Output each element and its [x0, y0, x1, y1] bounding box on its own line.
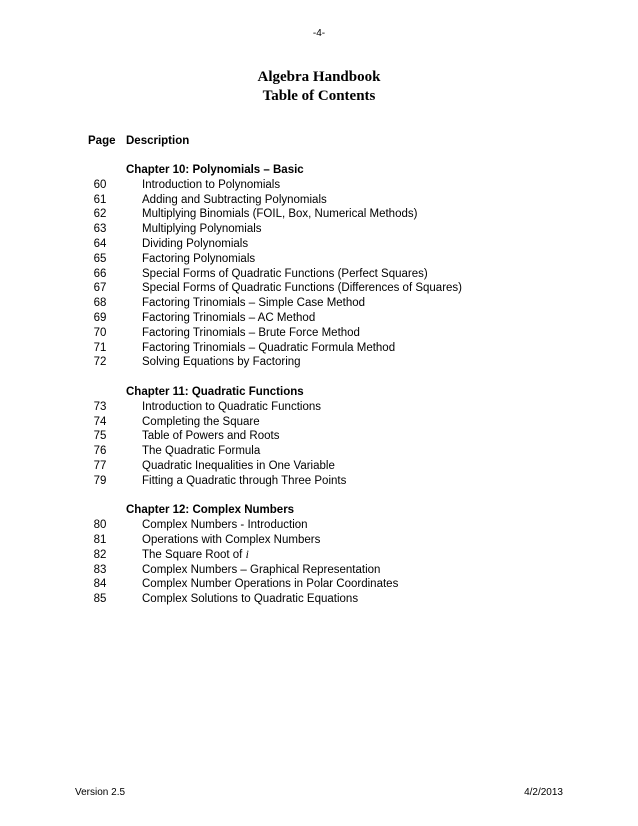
entry-page-number: 69 [93, 311, 107, 324]
entry-description: Table of Powers and Roots [142, 430, 280, 443]
entry-description: Quadratic Inequalities in One Variable [142, 459, 335, 472]
toc-entry [88, 563, 462, 578]
toc-entry [88, 400, 462, 415]
entry-description: Complex Number Operations in Polar Coordinates [142, 578, 399, 591]
entry-page-number: 65 [93, 252, 107, 265]
entry-description: Factoring Trinomials – Quadratic Formula Method [142, 341, 396, 354]
entry-page-number: 67 [93, 282, 107, 295]
entry-page-number: 66 [93, 267, 107, 280]
toc-entry [88, 415, 462, 430]
entry-description: Multiplying Binomials (FOIL, Box, Numerical Methods) [142, 208, 418, 221]
entry-page-number: 76 [93, 445, 107, 458]
toc-entry [88, 548, 462, 563]
entry-page-number: 84 [93, 578, 107, 591]
entry-description: Special Forms of Quadratic Functions (Differences of Squares) [142, 282, 463, 295]
entry-description: Factoring Trinomials – Simple Case Method [142, 297, 366, 310]
entry-description: Factoring Polynomials [142, 252, 256, 265]
entry-page-number: 82 [93, 548, 107, 561]
entry-description: Fitting a Quadratic through Three Points [142, 474, 347, 487]
entry-description: Introduction to Quadratic Functions [142, 400, 321, 413]
document-title: Algebra Handbook [257, 69, 381, 85]
toc-entry [88, 355, 462, 370]
entry-description: Complex Numbers – Graphical Representation [142, 563, 381, 576]
chapter-10-section [88, 163, 462, 370]
toc-entry [88, 267, 462, 282]
toc-entry [88, 296, 462, 311]
toc-entry [88, 178, 462, 193]
entry-description: Introduction to Polynomials [142, 178, 281, 191]
entry-page-number: 62 [93, 208, 107, 221]
entry-description: Factoring Trinomials – AC Method [142, 311, 316, 324]
entry-description: Special Forms of Quadratic Functions (Perfect Squares) [142, 267, 428, 280]
toc-entry [88, 341, 462, 356]
footer-version: Version 2.5 [75, 787, 126, 798]
toc-entry [88, 592, 462, 607]
chapter-heading: Chapter 10: Polynomials – Basic [126, 164, 304, 176]
toc-entry [88, 429, 462, 444]
entry-page-number: 68 [93, 297, 107, 310]
entry-page-number: 72 [93, 356, 107, 369]
entry-description [112, 548, 249, 563]
entry-description: Complex Solutions to Quadratic Equations [142, 593, 359, 606]
section-spacer [88, 370, 462, 385]
description-column-header: Description [126, 135, 190, 147]
entry-page-number: 71 [93, 341, 107, 354]
entry-page-number: 77 [93, 459, 107, 472]
entry-page-number: 85 [93, 593, 107, 606]
footer-date: 4/2/2013 [524, 787, 563, 798]
toc-entry [88, 577, 462, 592]
chapter-12-section [88, 503, 462, 607]
section-spacer [88, 489, 462, 504]
toc-entry [88, 518, 462, 533]
chapter-11-section [88, 385, 462, 489]
entry-description: Factoring Trinomials – Brute Force Method [142, 326, 360, 339]
entry-description: Dividing Polynomials [142, 237, 249, 250]
entry-description: Multiplying Polynomials [142, 223, 262, 236]
toc-entry [88, 252, 462, 267]
toc-entry [88, 207, 462, 222]
entry-page-number: 64 [93, 237, 107, 250]
entry-page-number: 80 [93, 519, 107, 532]
toc-entry [88, 444, 462, 459]
entry-description: Complex Numbers - Introduction [142, 519, 308, 532]
entry-page-number: 61 [93, 193, 107, 206]
toc-entry [88, 193, 462, 208]
entry-page-number: 60 [93, 178, 107, 191]
document-title-block [0, 68, 638, 106]
entry-description-text: The Square Root of [142, 548, 246, 561]
toc-entry [88, 281, 462, 296]
entry-page-number: 63 [93, 223, 107, 236]
toc-entry [88, 237, 462, 252]
entry-page-number: 73 [93, 400, 107, 413]
table-of-contents [88, 163, 462, 607]
chapter-heading: Chapter 11: Quadratic Functions [126, 385, 304, 398]
chapter-heading: Chapter 12: Complex Numbers [126, 504, 295, 517]
entry-description: Completing the Square [142, 415, 260, 428]
entry-description: Solving Equations by Factoring [142, 356, 301, 369]
toc-entry [88, 533, 462, 548]
toc-entry [88, 311, 462, 326]
entry-description: The Quadratic Formula [142, 445, 261, 458]
entry-description: Adding and Subtracting Polynomials [142, 193, 327, 206]
entry-page-number: 83 [93, 563, 107, 576]
toc-entry [88, 459, 462, 474]
entry-page-number: 74 [93, 415, 107, 428]
toc-entry [88, 326, 462, 341]
toc-entry [88, 474, 462, 489]
toc-entry [88, 222, 462, 237]
math-variable: i [245, 548, 249, 561]
entry-page-number: 81 [93, 533, 107, 546]
toc-column-headers [88, 134, 189, 149]
page-number: -4- [312, 28, 326, 39]
entry-page-number: 70 [93, 326, 107, 339]
document-subtitle: Table of Contents [262, 88, 376, 104]
page-column-header: Page [88, 135, 116, 147]
entry-page-number: 79 [93, 474, 107, 487]
entry-description: Operations with Complex Numbers [142, 533, 321, 546]
entry-page-number: 75 [93, 430, 107, 443]
